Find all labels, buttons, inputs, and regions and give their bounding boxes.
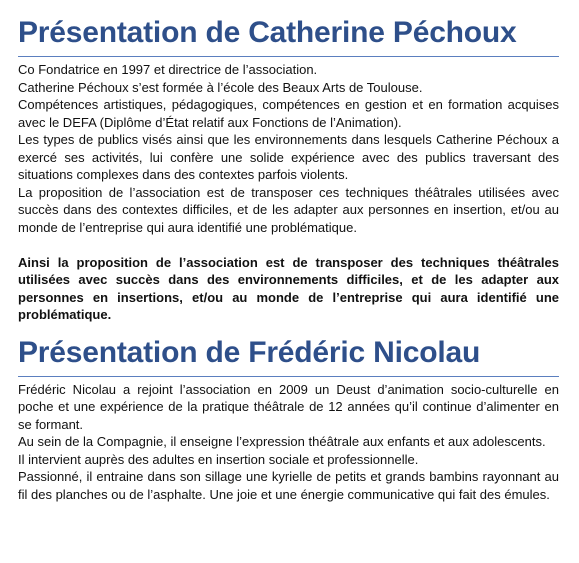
title-underline: [18, 376, 559, 377]
section-body-frederic: [18, 381, 559, 504]
paragraph: Au sein de la Compagnie, il enseigne l’expression théâtrale aux enfants et aux adolescents.: [18, 434, 546, 449]
paragraph: Co Fondatrice en 1997 et directrice de l’association.: [18, 62, 318, 77]
paragraph-spacer: [18, 236, 559, 254]
bold-summary-paragraph: Ainsi la proposition de l’association est de transposer des techniques théâtrales utilisées avec succès dans des environnements difficiles, et de les adapter aux personnes en insertions, et/ou au monde de l’entreprise qui aura identifié une problématique.: [18, 254, 559, 322]
title-underline: [18, 56, 559, 57]
paragraph: Compétences artistiques, pédagogiques, compétences en gestion et en formation acquises avec le DEFA (Diplôme d’État relatif aux Fonctions de l’Animation).: [18, 97, 559, 130]
paragraph: Passionné, il entraine dans son sillage une kyrielle de petits et grands bambins rayonnant au fil des planches ou de l’asphalte. Une joie et une énergie communicative qui fait des émules.: [18, 469, 559, 502]
paragraph: Les types de publics visés ainsi que les environnements dans lesquels Catherine Péchoux a exercé ses activités, lui confère une solide expérience avec des publics traversant des situations complexes dans des contextes parfois violents.: [18, 132, 559, 182]
paragraph: Frédéric Nicolau a rejoint l’association en 2009 un Deust d’animation socio-culturelle en poche et une expérience de la pratique théâtrale de 12 années qu’il continue d’alimenter en se formant.: [18, 381, 559, 432]
document-page: [18, 16, 559, 503]
section-title-catherine: Présentation de Catherine Péchoux: [18, 16, 517, 49]
section-title-frederic: Présentation de Frédéric Nicolau: [18, 335, 481, 369]
section-body-catherine: [18, 61, 559, 324]
paragraph: Catherine Péchoux s’est formée à l’école des Beaux Arts de Toulouse.: [18, 79, 423, 95]
paragraph: Il intervient auprès des adultes en insertion sociale et professionnelle.: [18, 451, 419, 467]
paragraph: La proposition de l’association est de transposer ces techniques théâtrales utilisées avec succès dans des contextes difficiles, et de les adapter aux personnes en insertion, et/ou au monde de l’entreprise qui aura identifié une problématique.: [18, 184, 559, 235]
